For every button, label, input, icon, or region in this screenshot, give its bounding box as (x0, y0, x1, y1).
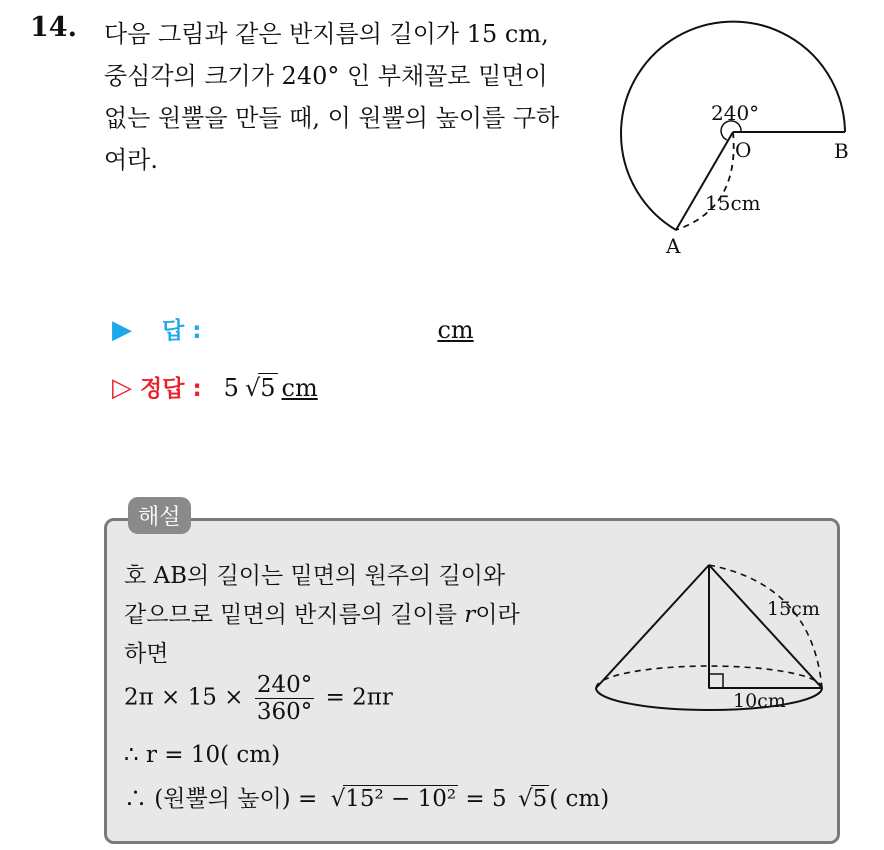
eq3-radicand: 15² − 10² (345, 786, 457, 812)
sector-diagram (608, 8, 868, 264)
radius-label: 15cm (705, 191, 761, 215)
radius-label-cone: 10cm (733, 690, 786, 712)
equation-3 (124, 780, 609, 813)
question-line-2: 중심각의 크기가 240° 인 부채꼴로 밑면이 (104, 62, 548, 90)
center-label: O (735, 138, 752, 162)
correct-triangle-icon: ▷ (112, 373, 132, 403)
eq3-sqrt2-icon: √ (517, 786, 533, 812)
explanation-line-2 (124, 596, 520, 629)
explanation-var-r: r (464, 602, 476, 628)
eq3-left: ∴ (원뿔의 높이) = (124, 786, 318, 812)
question-line-3: 없는 원뿔을 만들 때, 이 원뿔의 높이를 구하 (104, 104, 560, 132)
equation-2: ∴ r = 10( cm) (124, 742, 281, 768)
eq1-numerator: 240° (256, 672, 313, 698)
point-b-label: B (834, 139, 849, 163)
correct-row (112, 370, 318, 403)
question-line-1: 다음 그림과 같은 반지름의 길이가 15 cm, (104, 20, 549, 48)
cone-left-edge (596, 565, 709, 688)
explanation-tab: 해설 (128, 497, 191, 534)
slant-label: 15cm (767, 598, 820, 620)
correct-label: 정답 : (140, 376, 202, 402)
cone-right-edge (709, 565, 822, 688)
explanation-line-1: 호 AB의 길이는 밑면의 원주의 길이와 (124, 563, 506, 589)
eq3-unit: ( cm) (549, 786, 610, 812)
question-number: 14. (30, 12, 77, 43)
answer-triangle-icon: ▶ (112, 315, 132, 345)
cone-diagram (590, 555, 830, 720)
explanation-line-2a: 같으므로 밑면의 반지름의 길이를 (124, 602, 465, 628)
correct-sqrt-icon: √ (244, 374, 261, 402)
correct-unit: cm (281, 374, 318, 402)
answer-row (112, 312, 474, 345)
explanation-line-2b: 이라 (475, 602, 520, 628)
right-angle-mark (709, 674, 723, 688)
angle-label: 240° (711, 101, 760, 125)
equation-1 (124, 672, 393, 725)
eq3-sqrt-icon: √ (330, 786, 346, 812)
answer-unit: cm (437, 316, 474, 344)
eq1-right: = 2πr (325, 684, 393, 711)
question-line-4: 여라. (104, 146, 158, 174)
correct-radicand: 5 (260, 374, 276, 402)
correct-coef: 5 (223, 374, 239, 402)
point-a-label: A (666, 234, 681, 258)
eq3-radicand2: 5 (532, 786, 548, 812)
eq1-left: 2π × 15 × (124, 684, 244, 711)
eq1-denominator: 360° (256, 699, 313, 725)
explanation-line-3: 하면 (124, 641, 169, 667)
eq1-fraction (255, 672, 314, 725)
cone-base-front (596, 688, 822, 710)
answer-label: 답 : (162, 318, 202, 344)
eq3-mid: = 5 (465, 786, 507, 812)
